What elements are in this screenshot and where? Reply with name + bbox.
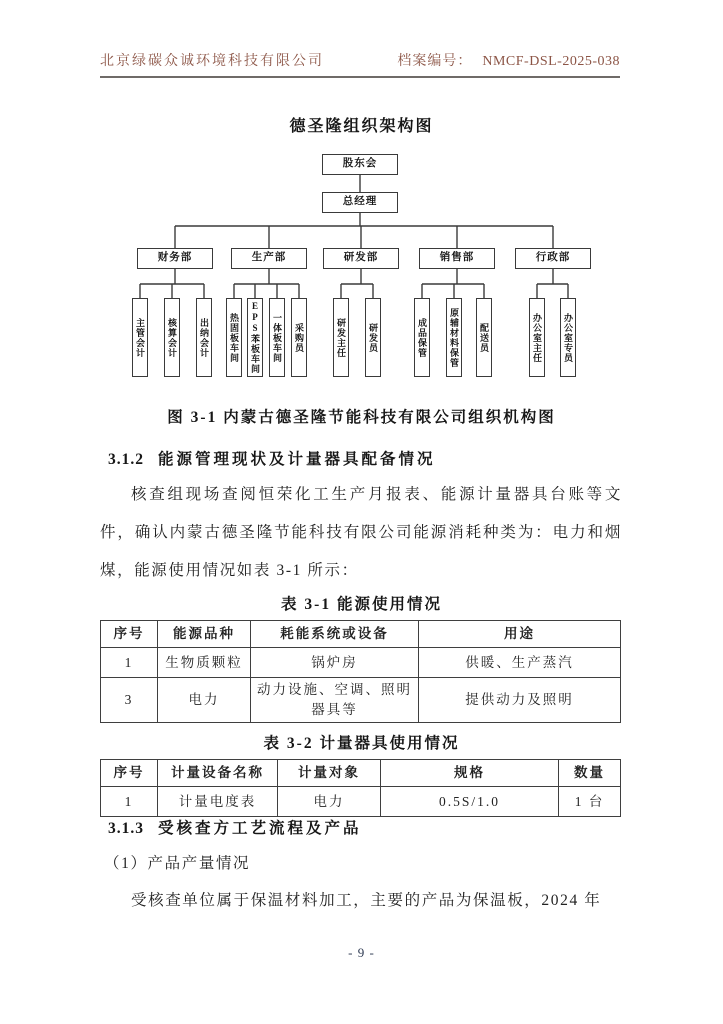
org-box-shareholders: 股东会: [322, 154, 398, 175]
org-chart-title: 德圣隆组织架构图: [289, 118, 434, 135]
org-box-role: [446, 298, 462, 377]
org-box-dept-production: 生产部: [231, 248, 307, 269]
table-cell: 1: [101, 787, 158, 817]
metering-device-table: [100, 759, 621, 817]
table-cell: 0.5S/1.0: [381, 787, 559, 817]
table-row: [101, 787, 621, 817]
section-number: 3.1.3: [108, 820, 144, 837]
table-cell: 电力: [278, 787, 381, 817]
column-header: 序号: [101, 621, 158, 648]
table-cell: 供暖、生产蒸汽: [419, 648, 621, 678]
org-role-label: 研发主任: [336, 317, 346, 358]
org-role-label: 配送员: [479, 322, 489, 353]
org-box-role: [365, 298, 381, 377]
org-box-role: [333, 298, 349, 377]
section-title: 受核查方工艺流程及产品: [158, 820, 362, 837]
column-header: 数量: [559, 760, 621, 787]
page-header: [100, 46, 620, 78]
org-role-label: 核算会计: [167, 317, 177, 358]
org-role-label: 采购员: [294, 322, 304, 353]
org-role-label: 办公室专员: [563, 312, 573, 363]
org-role-label: 一体板车间: [272, 312, 282, 363]
energy-use-table: [100, 620, 621, 723]
archive-number: NMCF-DSL-2025-038: [482, 54, 620, 69]
org-box-role: [560, 298, 576, 377]
org-role-label: 出纳会计: [199, 317, 209, 358]
org-role-label: 热固板车间: [229, 312, 239, 363]
org-box-role: [529, 298, 545, 377]
org-role-label: 原辅材料保管: [449, 307, 459, 368]
org-box-dept-admin: 行政部: [515, 248, 591, 269]
table-cell: 计量电度表: [158, 787, 278, 817]
table-3-1-title: 表 3-1 能源使用情况: [281, 596, 442, 613]
org-box-role: [196, 298, 212, 377]
org-role-label: 主管会计: [135, 317, 145, 358]
org-box-role: [247, 298, 263, 377]
archive-number-line: [397, 50, 620, 70]
archive-label: 档案编号：: [397, 54, 473, 69]
section-heading-313: [108, 816, 620, 838]
section-number: 3.1.2: [108, 451, 144, 468]
table-cell: 1 台: [559, 787, 621, 817]
table-cell: 动力设施、空调、照明器具等: [251, 678, 419, 723]
org-box-role: [269, 298, 285, 377]
column-header: 规格: [381, 760, 559, 787]
table-cell: 提供动力及照明: [419, 678, 621, 723]
org-box-dept-rnd: 研发部: [323, 248, 399, 269]
paragraph-energy-overview: 核查组现场查阅恒荣化工生产月报表、能源计量器具台账等文件，确认内蒙古德圣隆节能科技有限公司能源消耗种类为：电力和烟煤，能源使用情况如表 3-1 所示：: [100, 485, 622, 579]
org-box-dept-sales: 销售部: [419, 248, 495, 269]
org-box-role: [226, 298, 242, 377]
column-header: 耗能系统或设备: [251, 621, 419, 648]
org-chart: [100, 140, 620, 405]
list-item-product-output: （1）产品产量情况: [104, 855, 251, 872]
paragraph-product-intro: 受核查单位属于保温材料加工，主要的产品为保温板，2024 年: [131, 891, 602, 909]
org-box-dept-finance: 财务部: [137, 248, 213, 269]
column-header: 能源品种: [158, 621, 251, 648]
org-role-label: 办公室主任: [532, 312, 542, 363]
figure-caption: 图 3-1 内蒙古德圣隆节能科技有限公司组织机构图: [167, 409, 556, 426]
company-name: 北京绿碳众诚环境科技有限公司: [100, 54, 324, 69]
org-box-role: [164, 298, 180, 377]
org-box-general-manager: 总经理: [322, 192, 398, 213]
table-header-row: [101, 621, 621, 648]
table-row: [101, 648, 621, 678]
column-header: 计量对象: [278, 760, 381, 787]
table-cell: 电力: [158, 678, 251, 723]
org-role-label: 研发员: [368, 322, 378, 353]
org-box-role: [132, 298, 148, 377]
table-cell: 3: [101, 678, 158, 723]
table-cell: 1: [101, 648, 158, 678]
org-box-role: [476, 298, 492, 377]
column-header: 用途: [419, 621, 621, 648]
section-title: 能源管理现状及计量器具配备情况: [158, 451, 436, 468]
org-role-label: 成品保管: [417, 317, 427, 358]
table-header-row: [101, 760, 621, 787]
table-cell: 锅炉房: [251, 648, 419, 678]
org-role-label: EPS苯板车间: [250, 301, 260, 374]
column-header: 序号: [101, 760, 158, 787]
org-box-role: [414, 298, 430, 377]
page-number: - 9 -: [348, 945, 375, 960]
table-row: [101, 678, 621, 723]
org-box-role: [291, 298, 307, 377]
section-heading-312: [108, 447, 620, 469]
table-cell: 生物质颗粒: [158, 648, 251, 678]
column-header: 计量设备名称: [158, 760, 278, 787]
table-3-2-title: 表 3-2 计量器具使用情况: [263, 735, 460, 752]
